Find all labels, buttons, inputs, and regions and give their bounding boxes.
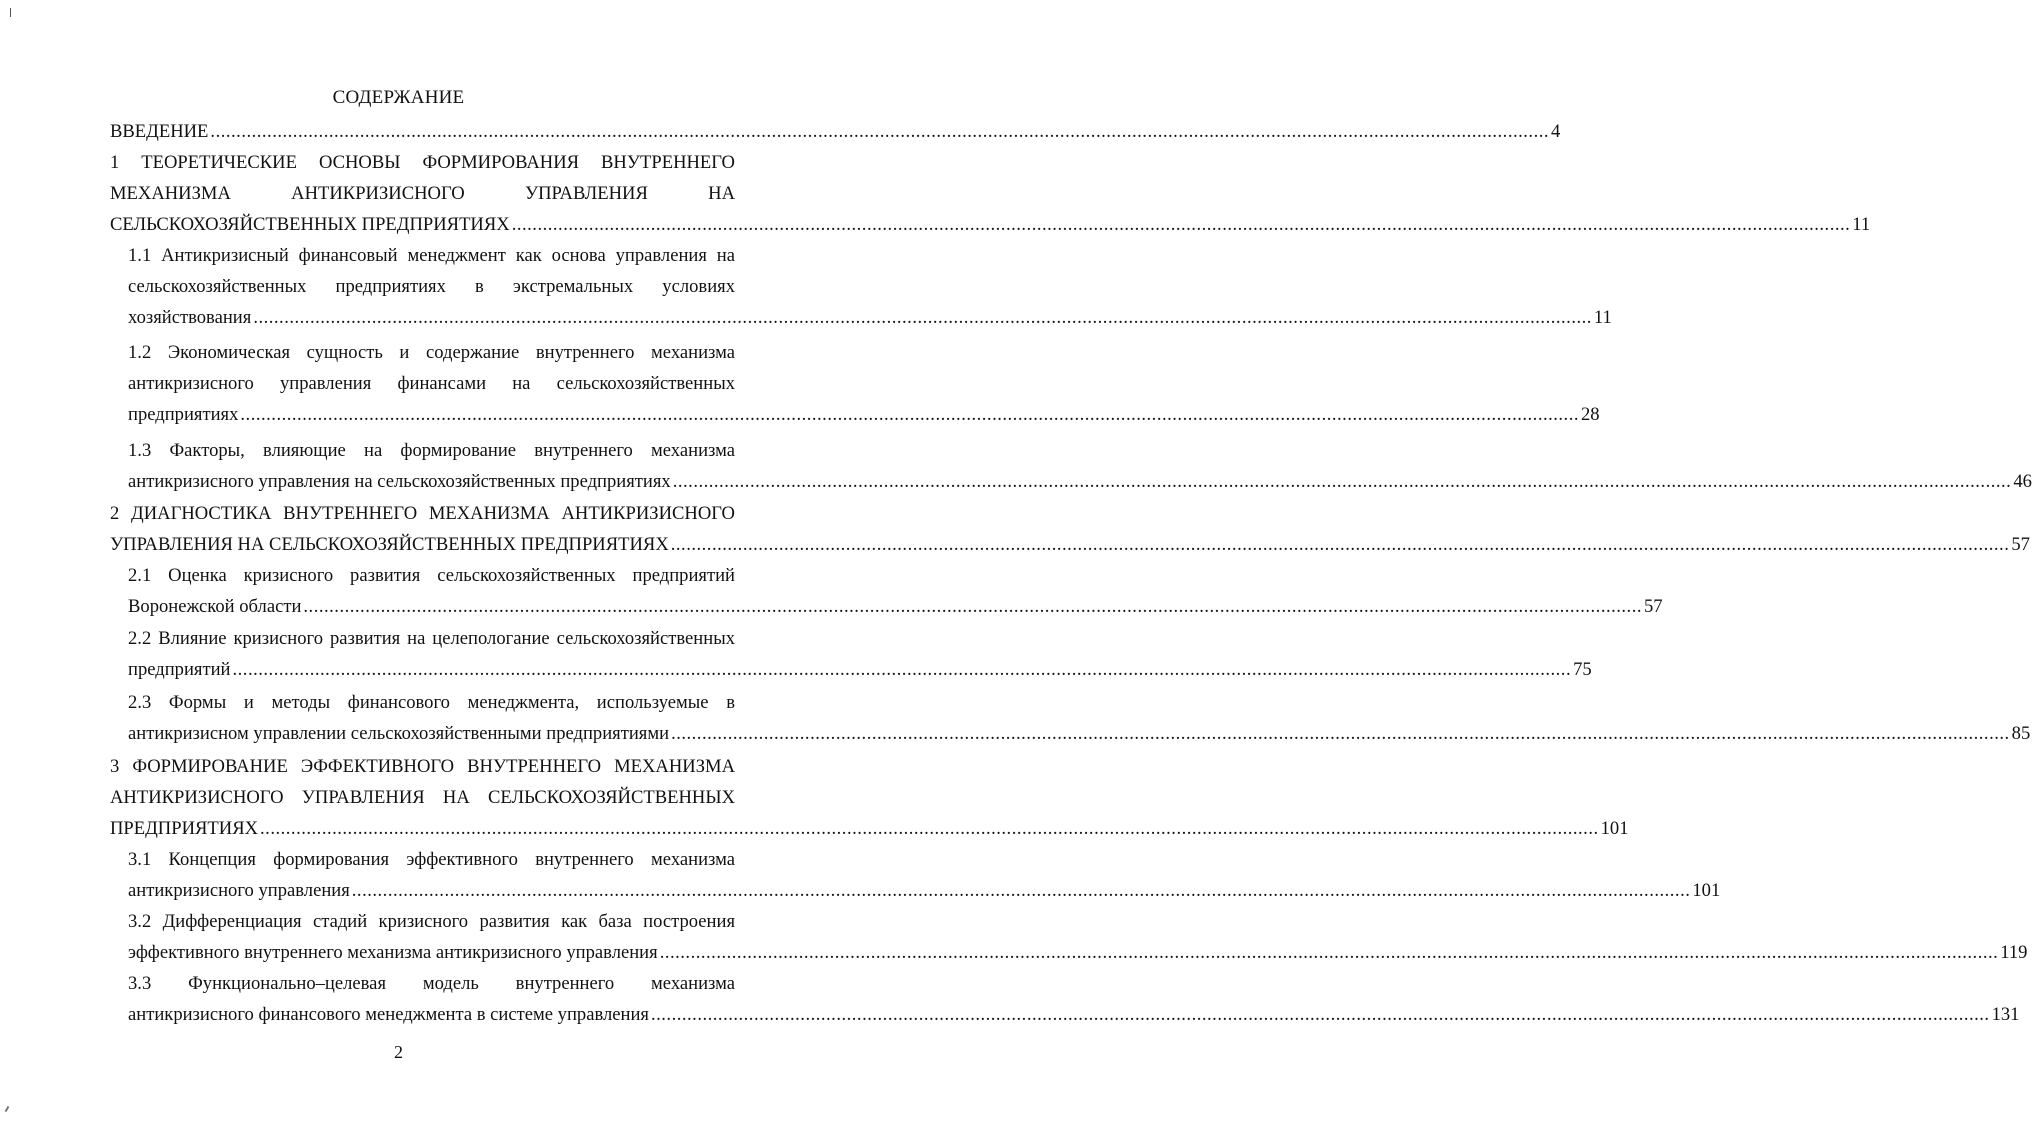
toc-entry xyxy=(110,116,1561,147)
dot-leader: .................................................................................................................................................................................................................................................................... xyxy=(659,942,1999,963)
toc-entry-line: 1.2 Экономическая сущность и содержание внутреннего механизма xyxy=(128,342,735,363)
page-number: 2 xyxy=(394,1042,403,1062)
toc-entry-leader-line xyxy=(128,718,2031,749)
toc-page-number: 75 xyxy=(1573,659,1592,680)
toc-entry-line: 3 ФОРМИРОВАНИЕ ЭФФЕКТИВНОГО ВНУТРЕННЕГО МЕХАНИЗМА xyxy=(110,756,735,777)
toc-entry-line: АНТИКРИЗИСНОГО УПРАВЛЕНИЯ НА СЕЛЬСКОХОЗЯЙСТВЕННЫХ xyxy=(110,787,735,808)
toc-entry xyxy=(128,435,2032,497)
dot-leader: .................................................................................................................................................................................................................................................................... xyxy=(303,596,1642,617)
toc-entry-title: хозяйствования xyxy=(128,307,252,328)
toc-entry-title: ПРЕДПРИЯТИЯХ xyxy=(110,818,259,839)
toc-entry xyxy=(128,968,2020,1030)
toc-page-number: 11 xyxy=(1852,214,1871,235)
toc-entry-leader-line xyxy=(110,116,1561,147)
toc-entry-title: предприятиях xyxy=(128,404,239,425)
toc-entry xyxy=(128,337,1600,430)
toc-entry-title: антикризисного финансового менеджмента в системе управления xyxy=(128,1004,649,1025)
toc-entry xyxy=(110,147,1871,240)
toc-entry-line: сельскохозяйственных предприятиях в экстремальных условиях xyxy=(128,276,735,297)
dot-leader: .................................................................................................................................................................................................................................................................... xyxy=(210,121,1550,142)
toc-page-number: 57 xyxy=(2011,534,2030,555)
toc-entry-title: ВВЕДЕНИЕ xyxy=(110,121,209,142)
toc-entry-title: антикризисного управления на сельскохозяйственных предприятиях xyxy=(128,471,671,492)
dot-leader: .................................................................................................................................................................................................................................................................... xyxy=(671,723,2010,744)
toc-entry-title: эффективного внутреннего механизма антикризисного управления xyxy=(128,942,658,963)
toc-entry xyxy=(110,751,1629,844)
toc-entry-line: 1 ТЕОРЕТИЧЕСКИЕ ОСНОВЫ ФОРМИРОВАНИЯ ВНУТРЕННЕГО xyxy=(110,152,735,173)
dot-leader: .................................................................................................................................................................................................................................................................... xyxy=(670,534,2010,555)
toc-page-number: 46 xyxy=(2013,471,2032,492)
toc-entry-leader-line xyxy=(128,591,1663,622)
toc-entry-line: 3.1 Концепция формирования эффективного внутреннего механизма xyxy=(128,849,735,870)
toc-entry xyxy=(128,687,2031,749)
dot-leader: .................................................................................................................................................................................................................................................................... xyxy=(232,659,1572,680)
dot-leader: .................................................................................................................................................................................................................................................................... xyxy=(672,471,2012,492)
toc-page-number: 101 xyxy=(1692,880,1721,901)
toc-entry xyxy=(128,906,2028,968)
toc-entry xyxy=(128,844,1721,906)
toc-entry-leader-line xyxy=(110,529,2030,560)
scan-mark xyxy=(10,8,11,17)
toc-entry-line: 3.3 Функционально–целевая модель внутреннего механизма xyxy=(128,973,735,994)
toc-entry-line: 1.3 Факторы, влияющие на формирование внутреннего механизма xyxy=(128,440,735,461)
dot-leader: .................................................................................................................................................................................................................................................................... xyxy=(260,818,1599,839)
toc-page-number: 57 xyxy=(1644,596,1663,617)
toc-page-number: 101 xyxy=(1600,818,1629,839)
toc-page-number: 85 xyxy=(2011,723,2031,744)
toc-entry xyxy=(110,498,2030,560)
page-title: СОДЕРЖАНИЕ xyxy=(332,87,465,108)
toc-entry-leader-line xyxy=(128,654,1592,685)
toc-page-number: 11 xyxy=(1593,307,1612,328)
dot-leader: .................................................................................................................................................................................................................................................................... xyxy=(253,307,1592,328)
toc-entry xyxy=(128,623,1592,685)
dot-leader: .................................................................................................................................................................................................................................................................... xyxy=(511,214,1851,235)
toc-entry-leader-line xyxy=(110,813,1629,844)
toc-entry-line: 2.1 Оценка кризисного развития сельскохозяйственных предприятий xyxy=(128,565,735,586)
dot-leader: .................................................................................................................................................................................................................................................................... xyxy=(351,880,1691,901)
toc-entry-line: 1.1 Антикризисный финансовый менеджмент как основа управления на xyxy=(128,245,735,266)
toc-page-number: 4 xyxy=(1551,121,1561,142)
toc-entry xyxy=(128,560,1663,622)
toc-entry-line: антикризисного управления финансами на сельскохозяйственных xyxy=(128,373,735,394)
toc-entry-leader-line xyxy=(128,875,1721,906)
toc-entry-title: УПРАВЛЕНИЯ НА СЕЛЬСКОХОЗЯЙСТВЕННЫХ ПРЕДПРИЯТИЯХ xyxy=(110,534,669,555)
toc-entry-line: МЕХАНИЗМА АНТИКРИЗИСНОГО УПРАВЛЕНИЯ НА xyxy=(110,183,735,204)
toc-entry-title: СЕЛЬСКОХОЗЯЙСТВЕННЫХ ПРЕДПРИЯТИЯХ xyxy=(110,214,510,235)
dot-leader: .................................................................................................................................................................................................................................................................... xyxy=(650,1004,1990,1025)
toc-entry-line: 2.2 Влияние кризисного развития на целепологание сельскохозяйственных xyxy=(128,628,735,649)
toc-entry-title: антикризисного управления xyxy=(128,880,350,901)
toc-entry-leader-line xyxy=(128,302,1612,333)
toc-page-number: 131 xyxy=(1991,1004,2020,1025)
toc-page-number: 119 xyxy=(2000,942,2028,963)
toc-entry-title: антикризисном управлении сельскохозяйственными предприятиями xyxy=(128,723,670,744)
toc-entry-line: 2 ДИАГНОСТИКА ВНУТРЕННЕГО МЕХАНИЗМА АНТИКРИЗИСНОГО xyxy=(110,503,735,524)
toc-entry xyxy=(128,240,1612,333)
toc-entry-title: Воронежской области xyxy=(128,596,302,617)
toc-entry-leader-line xyxy=(128,937,2028,968)
toc-page-number: 28 xyxy=(1581,404,1600,425)
toc-entry-leader-line xyxy=(110,209,1871,240)
toc-entry-line: 2.3 Формы и методы финансового менеджмента, используемые в xyxy=(128,692,735,713)
toc-entry-title: предприятий xyxy=(128,659,231,680)
toc-entry-line: 3.2 Дифференциация стадий кризисного развития как база построения xyxy=(128,911,735,932)
toc-entry-leader-line xyxy=(128,999,2020,1030)
toc-entry-leader-line xyxy=(128,399,1600,430)
dot-leader: .................................................................................................................................................................................................................................................................... xyxy=(240,404,1579,425)
scan-mark xyxy=(5,1106,10,1112)
toc-entry-leader-line xyxy=(128,466,2032,497)
